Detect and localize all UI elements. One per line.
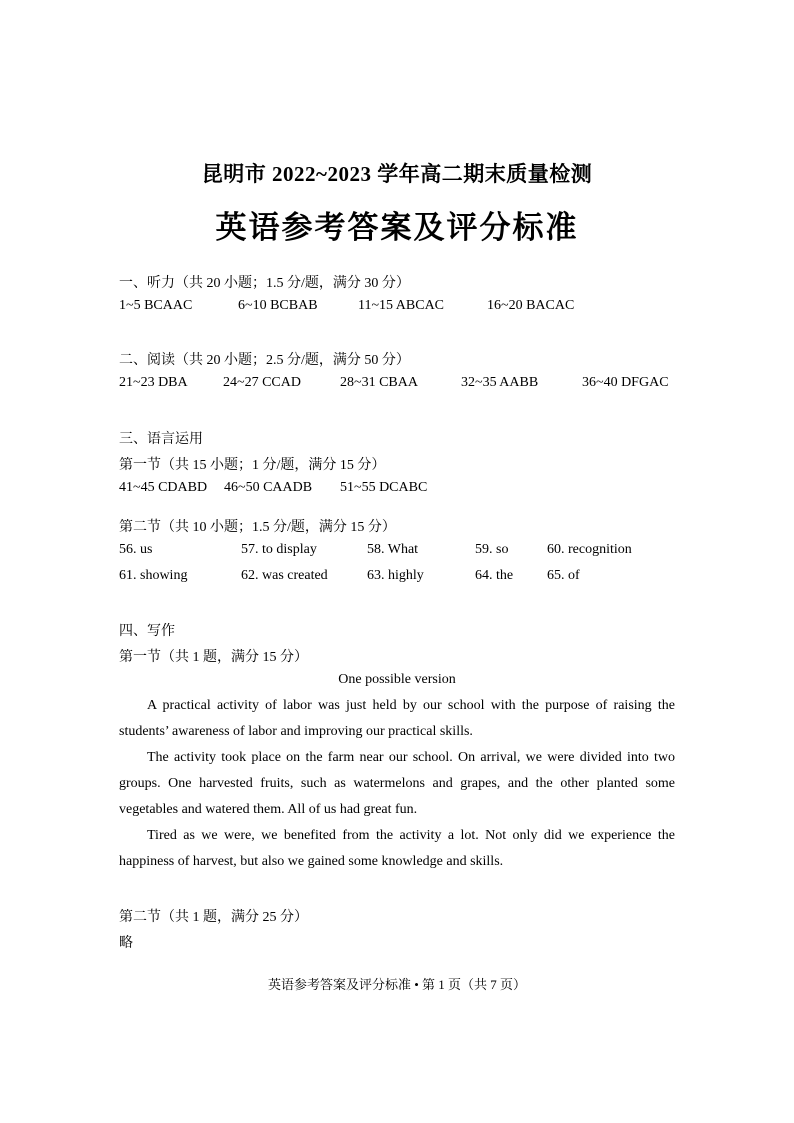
blank-answer: 65. of [547,568,580,583]
answer-group: 36~40 DFGAC [582,375,669,390]
answer-group: 1~5 BCAAC [119,298,193,313]
exam-subtitle: 昆明市 2022~2023 学年高二期末质量检测 [201,162,593,186]
section-reading-heading: 二、阅读（共 20 小题；2.5 分/题，满分 50 分） [119,353,410,368]
blank-answer: 61. showing [119,568,188,583]
answer-group: 46~50 CAADB [224,480,313,495]
answer-group: 41~45 CDABD [119,480,208,495]
blank-answer: 57. to display [241,542,317,557]
answer-group: 32~35 AABB [461,375,539,390]
part2-heading: 第二节（共 10 小题；1.5 分/题，满分 15 分） [119,520,396,535]
page-title: 英语参考答案及评分标准 [215,210,579,245]
blank-answer: 64. the [475,568,514,583]
writing-part2-heading: 第二节（共 1 题，满分 25 分） [119,910,308,925]
sample-essay [119,693,675,875]
page-footer: 英语参考答案及评分标准 • 第 1 页（共 7 页） [267,977,527,992]
blank-answer: 60. recognition [547,542,632,557]
essay-paragraph: Tired as we were, we benefited from the activity a lot. Not only did we experience the happiness of harvest, but also we gained some knowledge and skills. [119,828,675,869]
essay-paragraph: A practical activity of labor was just held by our school with the purpose of raising the students’ awareness of labor and improving our practical skills. [119,698,675,739]
blank-answer: 63. highly [367,568,424,583]
section-writing-heading: 四、写作 [119,624,175,639]
blank-answer: 56. us [119,542,153,557]
section-listening-heading: 一、听力（共 20 小题；1.5 分/题，满分 30 分） [119,276,410,291]
answer-group: 11~15 ABCAC [358,298,445,313]
blank-answer: 62. was created [241,568,328,583]
writing-part2-body: 略 [119,936,133,951]
answer-group: 16~20 BACAC [487,298,575,313]
section-language-heading: 三、语言运用 [119,432,203,447]
writing-part1-heading: 第一节（共 1 题，满分 15 分） [119,650,308,665]
essay-paragraph: The activity took place on the farm near our school. On arrival, we were divided into two groups. One harvested fruits, such as watermelons and grapes, and the other planted some vegetables and watered them. All of us had great fun. [119,750,675,817]
answer-group: 28~31 CBAA [340,375,418,390]
version-title: One possible version [338,672,456,687]
answer-group: 21~23 DBA [119,375,188,390]
blank-answer: 59. so [475,542,509,557]
part1-heading: 第一节（共 15 小题；1 分/题，满分 15 分） [119,458,386,473]
answer-group: 6~10 BCBAB [238,298,318,313]
answer-group: 24~27 CCAD [223,375,301,390]
blank-answer: 58. What [367,542,419,557]
answer-group: 51~55 DCABC [340,480,428,495]
